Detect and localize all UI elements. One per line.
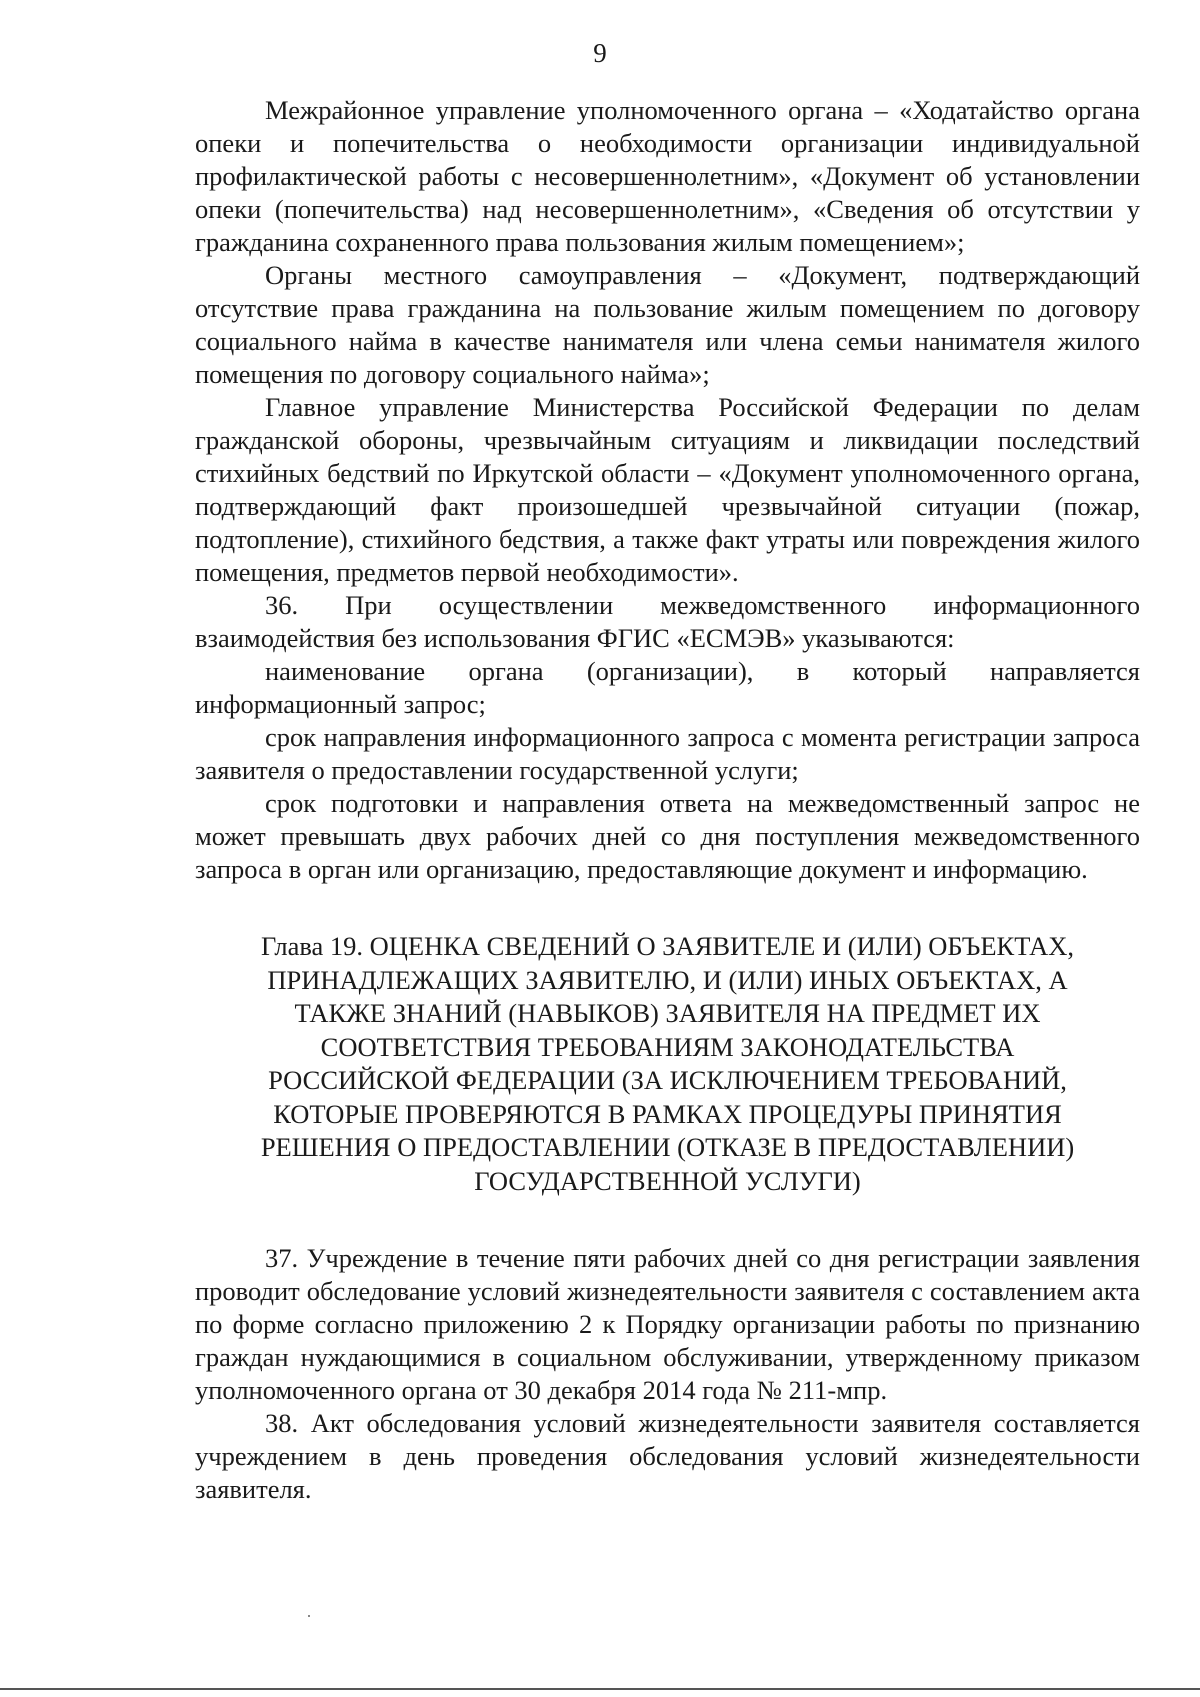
paragraph-request-deadline: срок направления информационного запроса с момента регистрации запроса заявителя о предоставлении государственной услуги; <box>195 722 1140 785</box>
paragraph-response-deadline: срок подготовки и направления ответа на межведомственный запрос не может превышать двух рабочих дней со дня поступления межведомственного запроса в орган или организацию, предоставляющие документ и информацию. <box>195 788 1140 884</box>
scan-edge-line <box>0 1688 1200 1690</box>
chapter-heading-line: КОТОРЫЕ ПРОВЕРЯЮТСЯ В РАМКАХ ПРОЦЕДУРЫ ПРИНЯТИЯ <box>273 1098 1062 1129</box>
chapter-heading-line: РОССИЙСКОЙ ФЕДЕРАЦИИ (ЗА ИСКЛЮЧЕНИЕМ ТРЕБОВАНИЙ, <box>268 1065 1067 1095</box>
document-body <box>195 94 1140 1506</box>
chapter-heading <box>195 930 1140 1198</box>
paragraph-item-36: 36. При осуществлении межведомственного информационного взаимодействия без использования ФГИС «ЕСМЭВ» указываются: <box>195 590 1140 653</box>
scan-speck <box>308 1615 310 1617</box>
chapter-heading-line: ПРИНАДЛЕЖАЩИХ ЗАЯВИТЕЛЮ, И (ИЛИ) ИНЫХ ОБЪЕКТАХ, А <box>267 964 1068 995</box>
chapter-heading-line: Глава 19. ОЦЕНКА СВЕДЕНИЙ О ЗАЯВИТЕЛЕ И (ИЛИ) ОБЪЕКТАХ, <box>261 931 1074 961</box>
chapter-heading-line: ГОСУДАРСТВЕННОЙ УСЛУГИ) <box>474 1165 861 1196</box>
paragraph-request-recipient: наименование органа (организации), в который направляется информационный запрос; <box>195 656 1140 719</box>
paragraph-local-government: Органы местного самоуправления – «Документ, подтверждающий отсутствие права гражданина на пользование жилым помещением по договору социального найма в качестве нанимателя или члена семьи нанимателя жилого помещения по договору социального найма»; <box>195 260 1140 389</box>
chapter-heading-line: СООТВЕТСТВИЯ ТРЕБОВАНИЯМ ЗАКОНОДАТЕЛЬСТВА <box>320 1031 1015 1062</box>
paragraph-emergency-ministry: Главное управление Министерства Российской Федерации по делам гражданской обороны, чрезвычайным ситуациям и ликвидации последствий стихийных бедствий по Иркутской области – «Документ уполномоченного органа, подтверждающий факт произошедшей чрезвычайной ситуации (пожар, подтопление), стихийного бедствия, а также факт утраты или повреждения жилого помещения, предметов первой необходимости». <box>195 392 1140 587</box>
paragraph-item-38: 38. Акт обследования условий жизнедеятельности заявителя составляется учреждением в день проведения обследования условий жизнедеятельности заявителя. <box>195 1408 1140 1504</box>
paragraph-interdistrict-administration: Межрайонное управление уполномоченного органа – «Ходатайство органа опеки и попечительства о необходимости организации индивидуальной профилактической работы с несовершеннолетним», «Документ об установлении опеки (попечительства) над несовершеннолетним», «Сведения об отсутствии у гражданина сохраненного права пользования жилым помещением»; <box>195 95 1140 257</box>
page-number: 9 <box>593 38 607 68</box>
paragraph-item-37: 37. Учреждение в течение пяти рабочих дней со дня регистрации заявления проводит обследование условий жизнедеятельности заявителя с составлением акта по форме согласно приложению 2 к Порядку организации работы по признанию граждан нуждающимися в социальном обслуживании, утвержденному приказом уполномоченного органа от 30 декабря 2014 года № 211-мпр. <box>195 1243 1140 1405</box>
chapter-heading-line: ТАКЖЕ ЗНАНИЙ (НАВЫКОВ) ЗАЯВИТЕЛЯ НА ПРЕДМЕТ ИХ <box>294 998 1041 1028</box>
chapter-heading-line: РЕШЕНИЯ О ПРЕДОСТАВЛЕНИИ (ОТКАЗЕ В ПРЕДОСТАВЛЕНИИ) <box>260 1132 1075 1162</box>
